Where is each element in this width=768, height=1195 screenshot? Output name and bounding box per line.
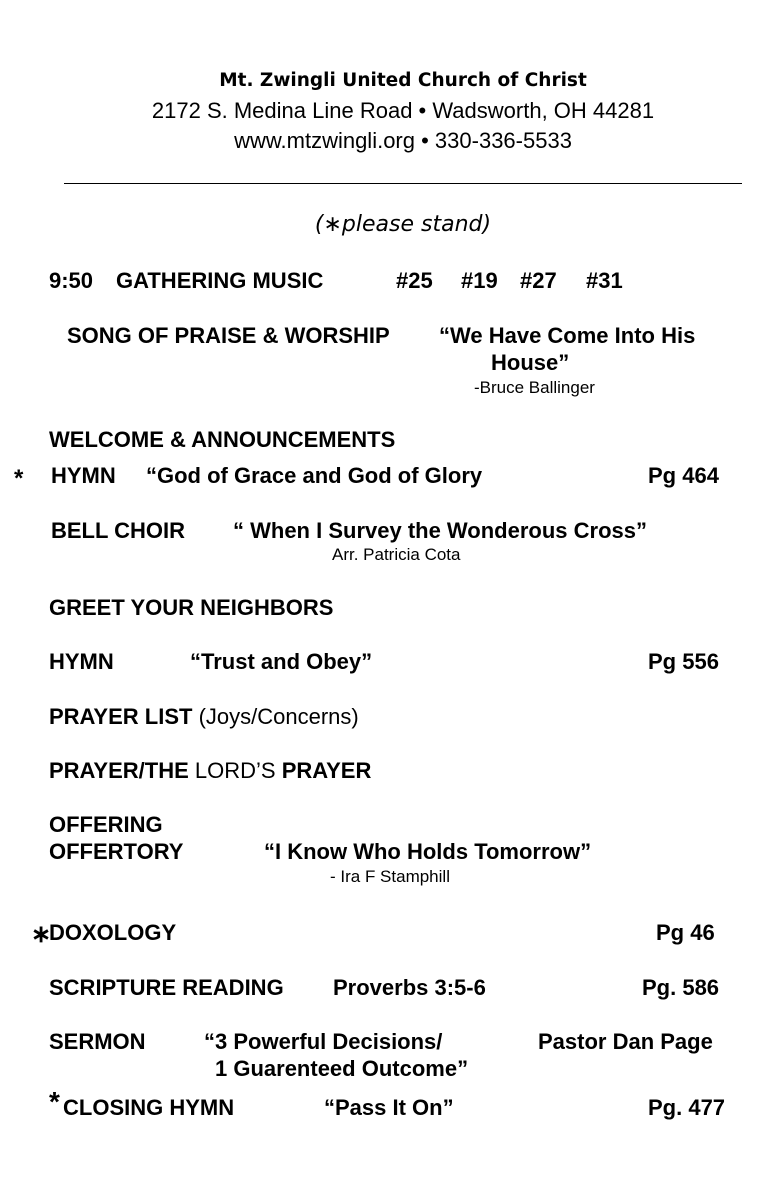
lords-prayer-part2: LORD’S xyxy=(188,758,282,783)
hymn-2-title: HYMN xyxy=(49,649,114,674)
sermon-title: SERMON xyxy=(49,1029,146,1054)
scripture-page: Pg. 586 xyxy=(642,975,720,1000)
gathering-number: #31 xyxy=(586,268,623,293)
bell-choir-song: “ When I Survey the Wonderous Cross” xyxy=(233,518,647,543)
stand-marker: * xyxy=(14,465,24,492)
gathering-title: GATHERING MUSIC xyxy=(116,268,324,293)
song-of-praise-title: SONG OF PRAISE & WORSHIP xyxy=(67,323,390,348)
song-of-praise-song-line2: House” xyxy=(491,350,570,375)
scripture-reference: Proverbs 3:5-6 xyxy=(333,975,486,1000)
greet-title: GREET YOUR NEIGHBORS xyxy=(49,595,334,620)
offertory-song: “I Know Who Holds Tomorrow” xyxy=(264,839,592,864)
sermon-title-line1: “3 Powerful Decisions/ xyxy=(204,1029,443,1054)
hymn-2-song: “Trust and Obey” xyxy=(190,649,373,674)
gathering-time: 9:50 xyxy=(49,268,94,293)
doxology-page: Pg 46 xyxy=(656,920,715,945)
gathering-number: #25 xyxy=(396,268,433,293)
closing-hymn-title: CLOSING HYMN xyxy=(63,1095,235,1120)
stand-marker: ∗ xyxy=(31,921,52,948)
prayer-list-line xyxy=(49,704,359,730)
hymn-1-song: “God of Grace and God of Glory xyxy=(146,463,483,488)
closing-hymn-song: “Pass It On” xyxy=(324,1095,454,1120)
gathering-number: #27 xyxy=(520,268,557,293)
scripture-title: SCRIPTURE READING xyxy=(49,975,284,1000)
lords-prayer-part1: PRAYER/THE xyxy=(49,758,189,783)
offertory-author: - Ira F Stamphill xyxy=(330,867,450,886)
sermon-speaker: Pastor Dan Page xyxy=(538,1029,713,1054)
song-of-praise-song-line1: “We Have Come Into His xyxy=(439,323,696,348)
church-address: 2172 S. Medina Line Road • Wadsworth, OH 44281 xyxy=(151,98,655,123)
bell-choir-arranger: Arr. Patricia Cota xyxy=(332,545,461,564)
hymn-1-page: Pg 464 xyxy=(648,463,719,488)
bell-choir-title: BELL CHOIR xyxy=(51,518,186,543)
gathering-number: #19 xyxy=(461,268,498,293)
stand-note: (∗please stand) xyxy=(314,212,492,237)
offering-title: OFFERING xyxy=(49,812,163,837)
welcome-title: WELCOME & ANNOUNCEMENTS xyxy=(49,427,396,452)
hymn-1-title: HYMN xyxy=(51,463,116,488)
lords-prayer-part3: PRAYER xyxy=(281,758,372,783)
prayer-list-title: PRAYER LIST xyxy=(49,704,193,729)
doxology-title: DOXOLOGY xyxy=(49,920,177,945)
church-name: Mt. Zwingli United Church of Christ xyxy=(219,70,587,91)
closing-hymn-page: Pg. 477 xyxy=(648,1095,726,1120)
header-divider xyxy=(64,183,742,184)
song-of-praise-author: -Bruce Ballinger xyxy=(474,378,595,397)
stand-marker: * xyxy=(49,1086,60,1117)
offertory-title: OFFERTORY xyxy=(49,839,184,864)
church-contact: www.mtzwingli.org • 330-336-5533 xyxy=(234,128,572,153)
hymn-2-page: Pg 556 xyxy=(648,649,719,674)
lords-prayer-line xyxy=(49,758,371,784)
sermon-title-line2: 1 Guarenteed Outcome” xyxy=(215,1056,469,1081)
prayer-list-note: (Joys/Concerns) xyxy=(192,704,359,729)
